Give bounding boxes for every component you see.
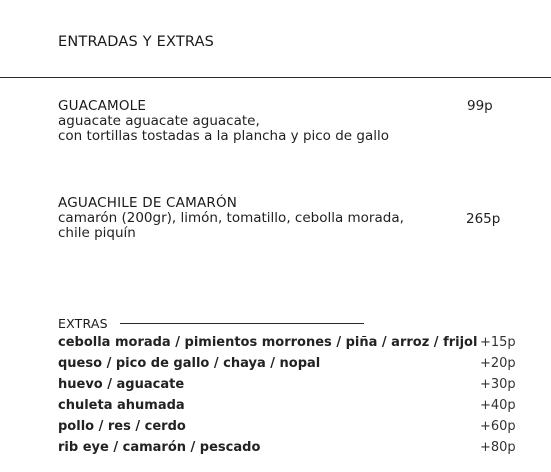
extras-list <box>58 335 518 461</box>
extra-price: +15p <box>480 335 516 350</box>
item-desc-line2: con tortillas tostadas a la plancha y pico de gallo <box>58 128 390 144</box>
menu-item-aguachile <box>58 195 518 241</box>
extra-row <box>58 440 518 461</box>
item-name: AGUACHILE DE CAMARÓN <box>58 195 238 211</box>
extra-price: +80p <box>480 440 516 455</box>
extra-label: queso / pico de gallo / chaya / nopal <box>58 356 321 371</box>
extra-label: cebolla morada / pimientos morrones / piña / arroz / frijol <box>58 335 478 350</box>
extra-row <box>58 377 518 398</box>
extras-heading <box>58 316 364 331</box>
extra-label: rib eye / camarón / pescado <box>58 440 261 455</box>
extra-row <box>58 419 518 440</box>
extra-price: +20p <box>480 356 516 371</box>
extra-row <box>58 335 518 356</box>
extra-row <box>58 356 518 377</box>
item-price-aguachile: 265p <box>466 211 501 227</box>
extra-price: +60p <box>480 419 516 434</box>
menu-item-guacamole <box>58 98 518 144</box>
extra-label: pollo / res / cerdo <box>58 419 186 434</box>
extra-price: +40p <box>480 398 516 413</box>
section-divider <box>0 77 551 78</box>
extras-heading-label: EXTRAS <box>58 316 108 331</box>
section-title: ENTRADAS Y EXTRAS <box>58 34 215 50</box>
extra-row <box>58 398 518 419</box>
extra-price: +30p <box>480 377 516 392</box>
item-price-guacamole: 99p <box>467 98 493 114</box>
item-desc-line1: aguacate aguacate aguacate, <box>58 113 260 129</box>
extra-label: huevo / aguacate <box>58 377 185 392</box>
item-desc-line1: camarón (200gr), limón, tomatillo, cebolla morada, <box>58 210 404 226</box>
item-desc-line2: chile piquín <box>58 225 136 241</box>
extra-label: chuleta ahumada <box>58 398 185 413</box>
item-name: GUACAMOLE <box>58 98 147 114</box>
extras-rule <box>120 323 364 324</box>
